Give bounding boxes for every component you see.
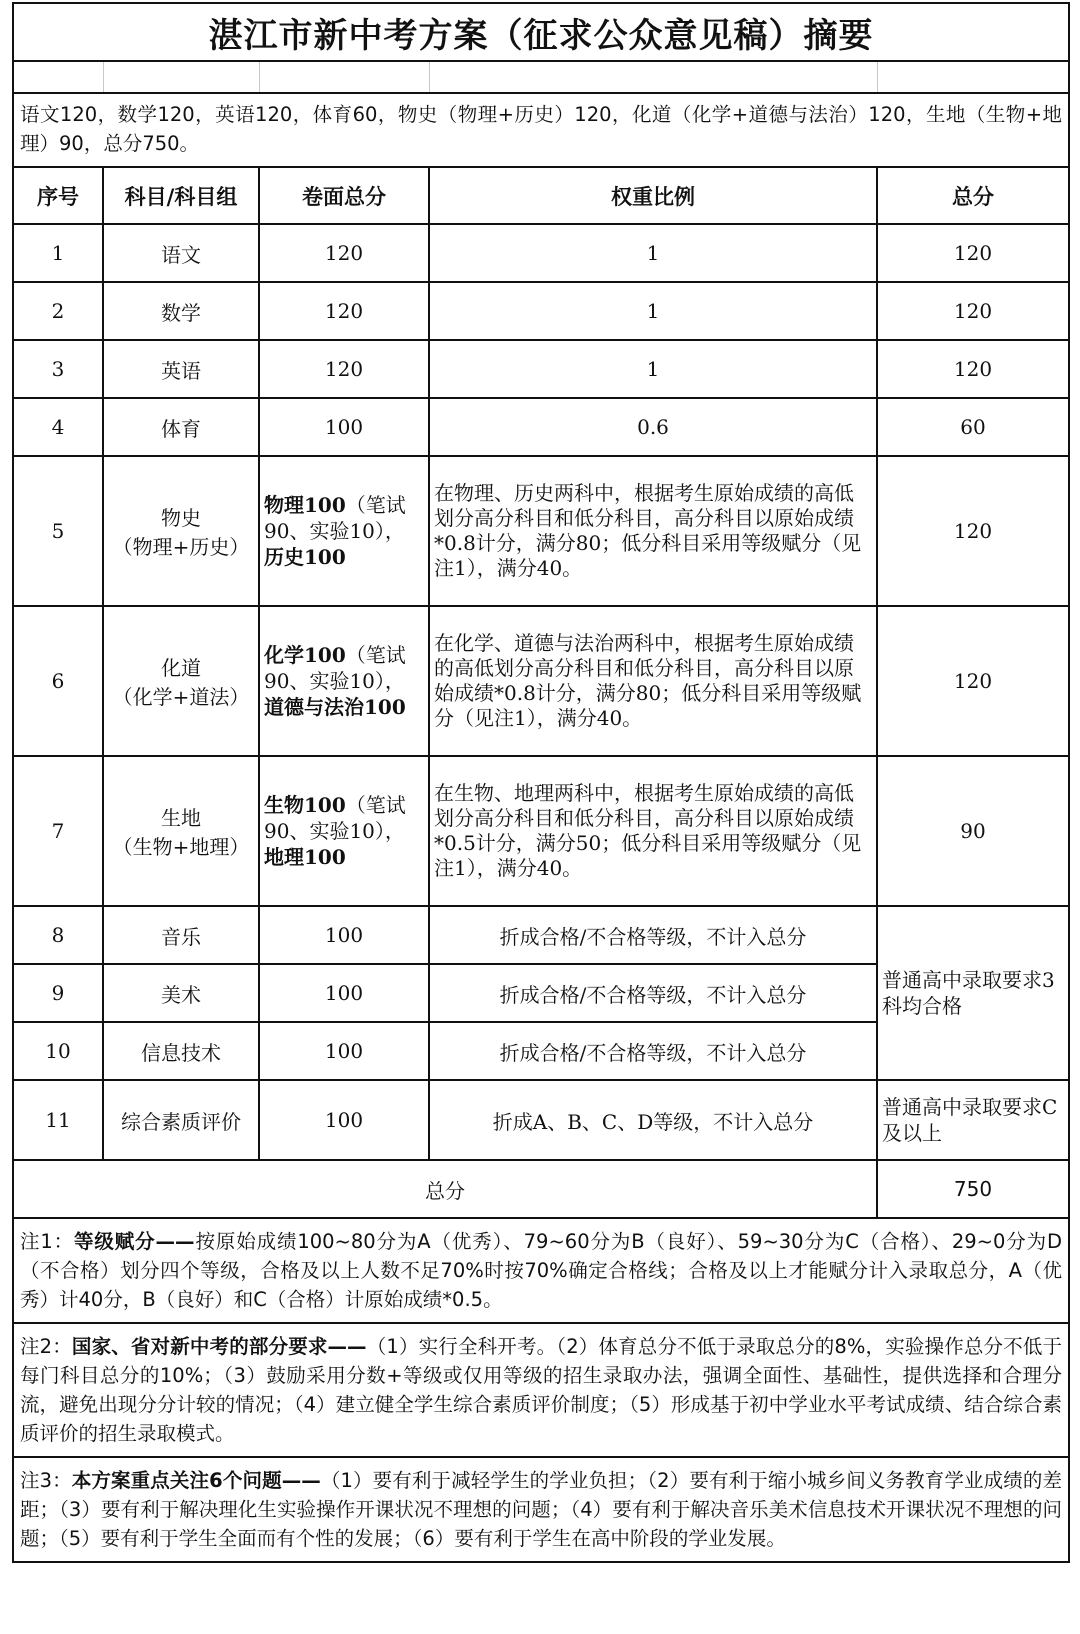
paper-subject-a: 生物100 — [264, 793, 346, 817]
row-index: 9 — [13, 964, 103, 1022]
note-prefix: 注1： — [20, 1230, 75, 1253]
header-index: 序号 — [13, 167, 103, 224]
row-index: 4 — [13, 398, 103, 456]
subject-group-name: 化道 — [161, 656, 201, 680]
row-subject: 信息技术 — [103, 1022, 259, 1080]
row-total: 90 — [877, 756, 1069, 906]
row-paper: 100 — [259, 964, 429, 1022]
table-row — [13, 456, 1069, 606]
table-row — [13, 606, 1069, 756]
paper-subject-a: 化学100 — [264, 643, 346, 667]
row-index: 6 — [13, 606, 103, 756]
grand-total-row — [13, 1160, 1069, 1218]
row-paper — [259, 606, 429, 756]
summary-sheet — [12, 2, 1068, 1563]
note-title: 本方案重点关注6个问题—— — [71, 1469, 321, 1492]
row-subject: 综合素质评价 — [103, 1080, 259, 1160]
row-subject: 美术 — [103, 964, 259, 1022]
note-3 — [13, 1457, 1069, 1562]
art-requirement: 普通高中录取要求3科均合格 — [877, 906, 1069, 1080]
grand-total-label: 总分 — [13, 1160, 877, 1218]
row-weight: 折成A、B、C、D等级，不计入总分 — [429, 1080, 877, 1160]
row-subject — [103, 456, 259, 606]
row-total: 120 — [877, 282, 1069, 340]
row-weight: 折成合格/不合格等级，不计入总分 — [429, 906, 877, 964]
row-total: 120 — [877, 224, 1069, 282]
row-paper: 100 — [259, 1080, 429, 1160]
row-index: 7 — [13, 756, 103, 906]
row-subject: 语文 — [103, 224, 259, 282]
score-summary: 语文120，数学120，英语120，体育60，物史（物理+历史）120，化道（化学+道德与法治）120，生地（生物+地理）90，总分750。 — [13, 93, 1069, 167]
row-subject: 音乐 — [103, 906, 259, 964]
subject-group-members: （化学+道法） — [112, 685, 250, 709]
note-body: （1）要有利于减轻学生的学业负担；（2）要有利于缩小城乡间义务教育学业成绩的差距；（3）要有利于解决理化生实验操作开课状况不理想的问题；（4）要有利于解决音乐美术信息技术开课状况不理想的问题；（5）要有利于学生全面而有个性的发展；（6）要有利于学生在高中阶段的学业发展。 — [20, 1469, 1063, 1550]
grand-total-value: 750 — [877, 1160, 1069, 1218]
row-weight: 折成合格/不合格等级，不计入总分 — [429, 1022, 877, 1080]
page-title: 湛江市新中考方案（征求公众意见稿）摘要 — [13, 3, 1069, 61]
row-index: 3 — [13, 340, 103, 398]
row-subject — [103, 756, 259, 906]
row-index: 10 — [13, 1022, 103, 1080]
score-table — [12, 2, 1070, 1563]
subject-group-members: （物理+历史） — [112, 535, 250, 559]
table-row — [13, 1080, 1069, 1160]
row-weight: 在物理、历史两科中，根据考生原始成绩的高低划分高分科目和低分科目，高分科目以原始成绩*0.8计分，满分80；低分科目采用等级赋分（见注1），满分40。 — [429, 456, 877, 606]
row-index: 2 — [13, 282, 103, 340]
table-row — [13, 224, 1069, 282]
header-paper-total: 卷面总分 — [259, 167, 429, 224]
row-total: 60 — [877, 398, 1069, 456]
row-total: 120 — [877, 456, 1069, 606]
row-paper: 100 — [259, 1022, 429, 1080]
blank-row — [13, 61, 1069, 93]
row-total: 120 — [877, 340, 1069, 398]
row-paper — [259, 756, 429, 906]
row-weight: 折成合格/不合格等级，不计入总分 — [429, 964, 877, 1022]
paper-split: （笔试90、实验10）， — [264, 793, 406, 843]
header-subject: 科目/科目组 — [103, 167, 259, 224]
subject-group-members: （生物+地理） — [112, 835, 250, 859]
row-index: 8 — [13, 906, 103, 964]
note-1 — [13, 1218, 1069, 1323]
row-total: 120 — [877, 606, 1069, 756]
paper-split: （笔试90、实验10）， — [264, 643, 406, 693]
note-2 — [13, 1323, 1069, 1457]
table-header — [13, 167, 1069, 224]
header-total: 总分 — [877, 167, 1069, 224]
row-subject — [103, 606, 259, 756]
row-paper: 120 — [259, 282, 429, 340]
row-weight: 1 — [429, 282, 877, 340]
row-weight: 1 — [429, 340, 877, 398]
header-weight: 权重比例 — [429, 167, 877, 224]
note-body: （1）实行全科开考。（2）体育总分不低于录取总分的8%，实验操作总分不低于每门科目总分的10%；（3）鼓励采用分数+等级或仅用等级的招生录取办法，强调全面性、基础性，提供选择和合理分流，避免出现分分计较的情况；（4）建立健全学生综合素质评价制度；（5）形成基于初中学业水平考试成绩、结合综合素质评价的招生录取模式。 — [20, 1335, 1063, 1445]
table-row — [13, 906, 1069, 964]
paper-split: （笔试90、实验10）， — [264, 493, 406, 543]
paper-subject-b: 地理100 — [264, 845, 346, 869]
note-prefix: 注2： — [20, 1335, 72, 1358]
row-subject: 英语 — [103, 340, 259, 398]
paper-subject-b: 历史100 — [264, 545, 346, 569]
row-paper: 120 — [259, 224, 429, 282]
paper-subject-b: 道德与法治100 — [264, 695, 406, 719]
table-row — [13, 398, 1069, 456]
row-index: 1 — [13, 224, 103, 282]
row-weight: 在生物、地理两科中，根据考生原始成绩的高低划分高分科目和低分科目，高分科目以原始成绩*0.5计分，满分50；低分科目采用等级赋分（见注1），满分40。 — [429, 756, 877, 906]
row-subject: 体育 — [103, 398, 259, 456]
table-row — [13, 282, 1069, 340]
row-paper — [259, 456, 429, 606]
paper-subject-a: 物理100 — [264, 493, 346, 517]
note-prefix: 注3： — [20, 1469, 72, 1492]
note-title: 等级赋分—— — [74, 1230, 195, 1253]
subject-group-name: 物史 — [161, 506, 201, 530]
row-subject: 数学 — [103, 282, 259, 340]
note-body: 按原始成绩100~80分为A（优秀）、79~60分为B（良好）、59~30分为C（合格）、29~0分为D（不合格）划分四个等级，合格及以上人数不足70%时按70%确定合格线；合格及以上才能赋分计入录取总分，A（优秀）计40分，B（良好）和C（合格）计原始成绩*0.5。 — [20, 1230, 1063, 1311]
row-weight: 在化学、道德与法治两科中，根据考生原始成绩的高低划分高分科目和低分科目，高分科目以原始成绩*0.8计分，满分80；低分科目采用等级赋分（见注1），满分40。 — [429, 606, 877, 756]
row-index: 11 — [13, 1080, 103, 1160]
table-row — [13, 756, 1069, 906]
row-index: 5 — [13, 456, 103, 606]
row-paper: 100 — [259, 906, 429, 964]
row-weight: 1 — [429, 224, 877, 282]
row-weight: 0.6 — [429, 398, 877, 456]
quality-requirement: 普通高中录取要求C及以上 — [877, 1080, 1069, 1160]
subject-group-name: 生地 — [161, 806, 201, 830]
row-paper: 120 — [259, 340, 429, 398]
note-title: 国家、省对新中考的部分要求—— — [71, 1335, 367, 1358]
table-row — [13, 340, 1069, 398]
row-paper: 100 — [259, 398, 429, 456]
